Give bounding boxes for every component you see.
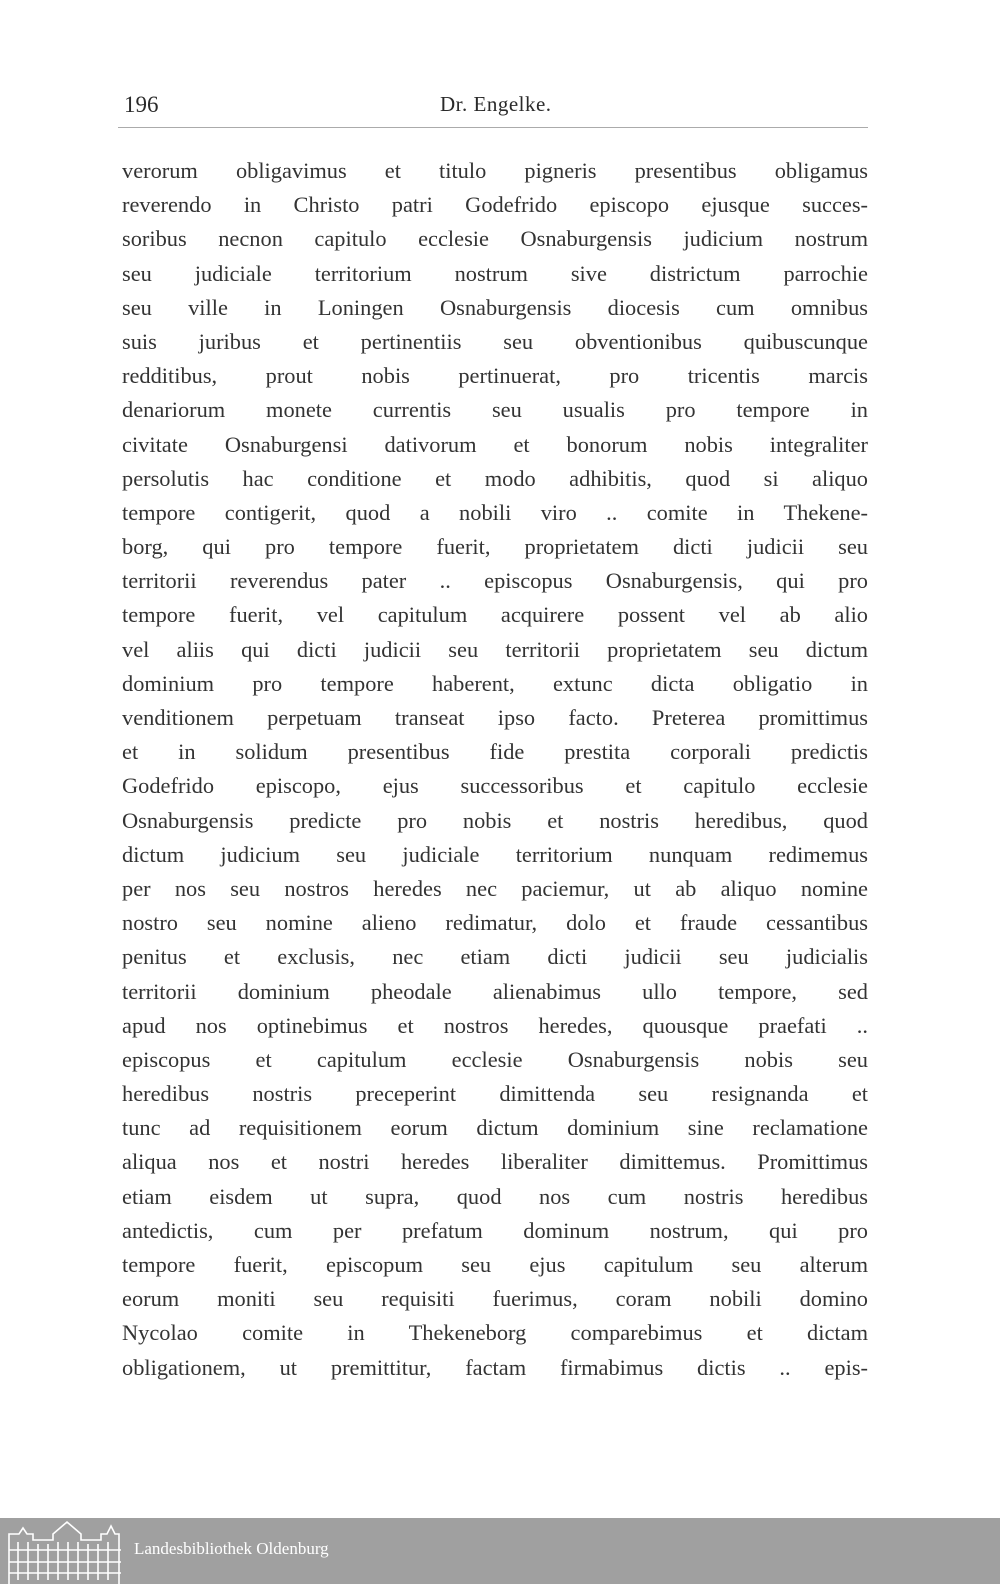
text-line: suis juribus et pertinentiis seu obventionibus quibuscunque (122, 328, 868, 354)
text-line: penitus et exclusis, nec etiam dicti judicii seu judicialis (122, 944, 868, 970)
text-line: apud nos optinebimus et nostros heredes, quousque praefati .. (122, 1012, 868, 1038)
text-line: venditionem perpetuam transeat ipso facto. Preterea promittimus (122, 705, 868, 730)
text-line: tempore fuerit, vel capitulum acquirere possent vel ab alio (122, 602, 868, 628)
text-line: seu ville in Loningen Osnaburgensis diocesis cum omnibus (122, 294, 868, 320)
text-line: reverendo in Christo patri Godefrido episcopo ejusque succes- (122, 192, 868, 218)
text-line: aliqua nos et nostri heredes liberaliter dimittemus. Promittimus (122, 1149, 868, 1175)
text-line: borg, qui pro tempore fuerit, proprietatem dicti judicii seu (122, 534, 868, 560)
body-text (122, 154, 868, 1385)
text-line: persolutis hac conditione et modo adhibitis, quod si aliquo (122, 465, 868, 491)
text-line: civitate Osnaburgensi dativorum et bonorum nobis integraliter (122, 431, 868, 457)
text-line: Nycolao comite in Thekeneborg comparebimus et dictam (122, 1320, 868, 1346)
text-line: soribus necnon capitulo ecclesie Osnaburgensis judicium nostrum (122, 226, 868, 252)
text-line: Osnaburgensis predicte pro nobis et nostris heredibus, quod (122, 807, 868, 833)
text-line: etiam eisdem ut supra, quod nos cum nostris heredibus (122, 1183, 868, 1209)
library-building-logo-icon (6, 1520, 124, 1584)
header-rule (118, 127, 868, 128)
text-line: territorii dominium pheodale alienabimus ullo tempore, sed (122, 978, 868, 1004)
page-number: 196 (124, 92, 159, 117)
text-line: tunc ad requisitionem eorum dictum dominium sine reclamatione (122, 1115, 868, 1141)
running-head: Dr. Engelke. (440, 92, 552, 116)
text-line: heredibus nostris preceperint dimittenda seu resignanda et (122, 1081, 868, 1107)
library-footer (0, 1518, 1000, 1584)
text-line: episcopus et capitulum ecclesie Osnaburgensis nobis seu (122, 1046, 868, 1072)
text-line: eorum moniti seu requisiti fuerimus, coram nobili domino (122, 1286, 868, 1312)
text-line: dominium pro tempore haberent, extunc dicta obligatio in (122, 670, 868, 696)
text-line: tempore fuerit, episcopum seu ejus capitulum seu alterum (122, 1252, 868, 1277)
text-line: obligationem, ut premittitur, factam firmabimus dictis .. epis- (122, 1354, 868, 1380)
text-line: dictum judicium seu judiciale territorium nunquam redimemus (122, 841, 868, 867)
text-line: verorum obligavimus et titulo pigneris presentibus obligamus (122, 158, 868, 183)
text-line: et in solidum presentibus fide prestita corporali predictis (122, 739, 868, 765)
text-line: territorii reverendus pater .. episcopus Osnaburgensis, qui pro (122, 568, 868, 594)
text-line: antedictis, cum per prefatum dominum nostrum, qui pro (122, 1217, 868, 1243)
text-line: Godefrido episcopo, ejus successoribus et capitulo ecclesie (122, 773, 868, 799)
text-line: nostro seu nomine alieno redimatur, dolo et fraude cessantibus (122, 910, 868, 936)
text-line: tempore contigerit, quod a nobili viro .. comite in Thekene- (122, 499, 868, 525)
text-line: vel aliis qui dicti judicii seu territorii proprietatem seu dictum (122, 636, 868, 662)
text-line: denariorum monete currentis seu usualis pro tempore in (122, 397, 868, 423)
text-line: redditibus, prout nobis pertinuerat, pro tricentis marcis (122, 363, 868, 389)
text-line: seu judiciale territorium nostrum sive districtum parrochie (122, 260, 868, 286)
library-name: Landesbibliothek Oldenburg (134, 1539, 329, 1558)
text-line: per nos seu nostros heredes nec paciemur, ut ab aliquo nomine (122, 875, 868, 901)
